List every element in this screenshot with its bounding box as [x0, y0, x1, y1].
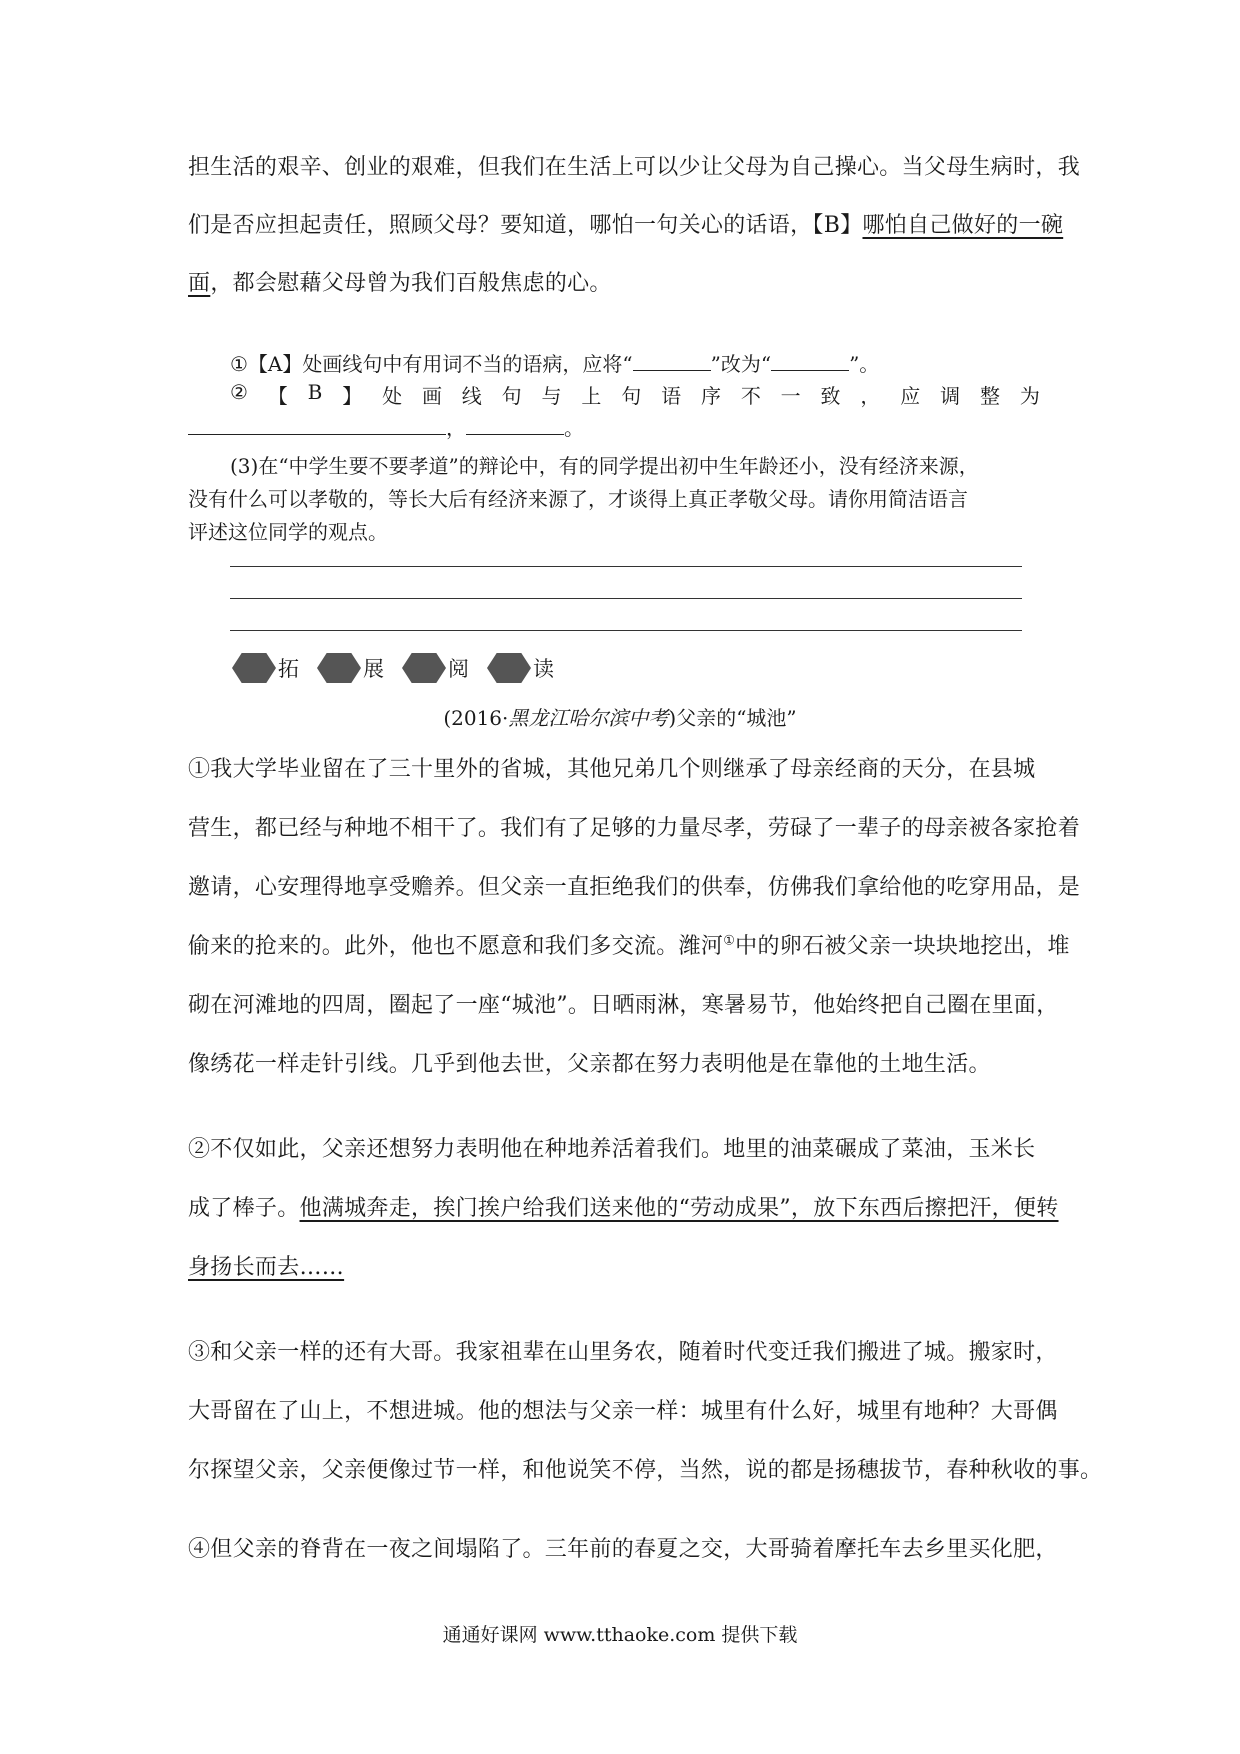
- paragraph-line: ②不仅如此，父亲还想努力表明他在种地养活着我们。地里的油菜碾成了菜油，玉米长: [188, 1137, 1036, 1162]
- spread-char: 调: [940, 384, 961, 408]
- section-banner: [232, 653, 572, 683]
- article-title: 父亲的“城池”: [676, 706, 797, 730]
- paragraph-line: 尔探望父亲，父亲便像过节一样，和他说笑不停，当然，说的都是扬穗拔节，春种秋收的事。: [188, 1458, 1103, 1483]
- answer-blank[interactable]: [633, 348, 711, 371]
- banner-char: 拓: [278, 657, 299, 681]
- spread-char: 上: [581, 384, 602, 408]
- spread-char: 句: [621, 384, 642, 408]
- answer-blank[interactable]: [188, 412, 446, 435]
- paragraph-line: [188, 1250, 1060, 1281]
- spread-char: 序: [700, 384, 721, 408]
- underlined-text: 身扬长而去……: [188, 1255, 345, 1280]
- paragraph-line: [188, 208, 1064, 239]
- separator: ，: [446, 416, 466, 440]
- source-text: 黑龙江哈尔滨中考: [508, 706, 669, 730]
- paragraph-line: ④但父亲的脊背在一夜之间塌陷了。三年前的春夏之交，大哥骑着摩托车去乡里买化肥，: [188, 1537, 1058, 1562]
- question-b-answer-line: [188, 412, 1060, 441]
- spread-char: 为: [1019, 384, 1040, 408]
- hexagon-icon: [487, 653, 531, 683]
- source-open: (2016·: [443, 706, 509, 730]
- question-b: [230, 380, 1040, 409]
- hexagon-icon: [232, 653, 276, 683]
- text-span: ”。: [849, 352, 880, 376]
- spread-char: 致: [820, 384, 841, 408]
- spread-char: 不: [740, 384, 761, 408]
- paragraph-line: [188, 266, 1060, 297]
- paragraph-line: 砌在河滩地的四周，圈起了一座“城池”。日晒雨淋，寒暑易节，他始终把自己圈在里面，: [188, 993, 1059, 1018]
- banner-char: 阅: [448, 657, 469, 681]
- answer-blank[interactable]: [466, 412, 564, 435]
- text-span: ，都会慰藉父母曾为我们百般焦虑的心。: [210, 271, 612, 296]
- paragraph-line: 担生活的艰辛、创业的艰难，但我们在生活上可以少让父母为自己操心。当父母生病时，我: [188, 155, 1081, 180]
- text-span: ”改为“: [710, 352, 772, 376]
- paragraph-line: 像绣花一样走针引线。几乎到他去世，父亲都在努力表明他是在靠他的土地生活。: [188, 1052, 991, 1077]
- question-3-line: 评述这位同学的观点。: [188, 520, 388, 544]
- underlined-text: 面: [188, 271, 211, 296]
- marker-b: 【B】: [812, 213, 863, 238]
- paragraph-line: 邀请，心安理得地享受赡养。但父亲一直拒绝我们的供奉，仿佛我们拿给他的吃穿用品，是: [188, 875, 1081, 900]
- underlined-text: 他满城奔走，挨门挨户给我们送来他的“劳动成果”，放下东西后擦把汗，便转: [299, 1196, 1059, 1221]
- banner-char: 展: [363, 657, 384, 681]
- paragraph-line: [188, 929, 1070, 960]
- answer-line[interactable]: [230, 630, 1022, 631]
- spread-char: B: [307, 380, 323, 404]
- text-span: ①【A】处画线句中有用词不当的语病，应将“: [230, 352, 633, 376]
- spread-char: ②: [230, 380, 248, 404]
- paragraph-line: 大哥留在了山上，不想进城。他的想法与父亲一样：城里有什么好，城里有地种？大哥偶: [188, 1399, 1058, 1424]
- spread-char: 画: [421, 384, 442, 408]
- text-span: 们是否应担起责任，照顾父母？要知道，哪怕一句关心的话语，: [188, 213, 813, 238]
- underlined-text: 哪怕自己做好的一碗: [862, 213, 1064, 238]
- paragraph-line: ③和父亲一样的还有大哥。我家祖辈在山里务农，随着时代变迁我们搬进了城。搬家时，: [188, 1340, 1058, 1365]
- reading-title: [0, 702, 1240, 731]
- paragraph-line: 营生，都已经与种地不相干了。我们有了足够的力量尽孝，劳碌了一辈子的母亲被各家抢着: [188, 816, 1081, 841]
- answer-blank[interactable]: [771, 348, 849, 371]
- spread-char: 处: [382, 384, 403, 408]
- spread-char: 】: [342, 384, 363, 408]
- question-3-line: (3)在“中学生要不要孝道”的辩论中，有的同学提出初中生年龄还小，没有经济来源，: [230, 454, 979, 478]
- spread-char: 整: [979, 384, 1000, 408]
- text-span: 。: [564, 416, 584, 440]
- spread-char: 【: [267, 384, 288, 408]
- source-close: ): [668, 706, 677, 730]
- spread-char: 语: [661, 384, 682, 408]
- footnote-mark[interactable]: ①: [723, 933, 736, 949]
- question-a: [230, 348, 1060, 377]
- hexagon-icon: [402, 653, 446, 683]
- hexagon-icon: [317, 653, 361, 683]
- text-span: 偷来的抢来的。此外，他也不愿意和我们多交流。潍河: [188, 934, 724, 959]
- spread-char: 线: [461, 384, 482, 408]
- spread-char: ，: [860, 384, 881, 408]
- paragraph-line: ①我大学毕业留在了三十里外的省城，其他兄弟几个则继承了母亲经商的天分，在县城: [188, 757, 1036, 782]
- spread-char: 句: [501, 384, 522, 408]
- spread-char: 一: [780, 384, 801, 408]
- footer-credit[interactable]: 通通好课网 www.tthaoke.com 提供下载: [442, 1624, 798, 1646]
- banner-char: 读: [533, 657, 554, 681]
- spread-char: 与: [541, 384, 562, 408]
- answer-line[interactable]: [230, 598, 1022, 599]
- answer-line[interactable]: [230, 566, 1022, 567]
- text-span: 成了棒子。: [188, 1196, 300, 1221]
- spread-char: 应: [900, 384, 921, 408]
- question-3-line: 没有什么可以孝敬的，等长大后有经济来源了，才谈得上真正孝敬父母。请你用简洁语言: [188, 487, 968, 511]
- paragraph-line: [188, 1191, 1060, 1222]
- text-span: 中的卵石被父亲一块块地挖出，堆: [735, 934, 1070, 959]
